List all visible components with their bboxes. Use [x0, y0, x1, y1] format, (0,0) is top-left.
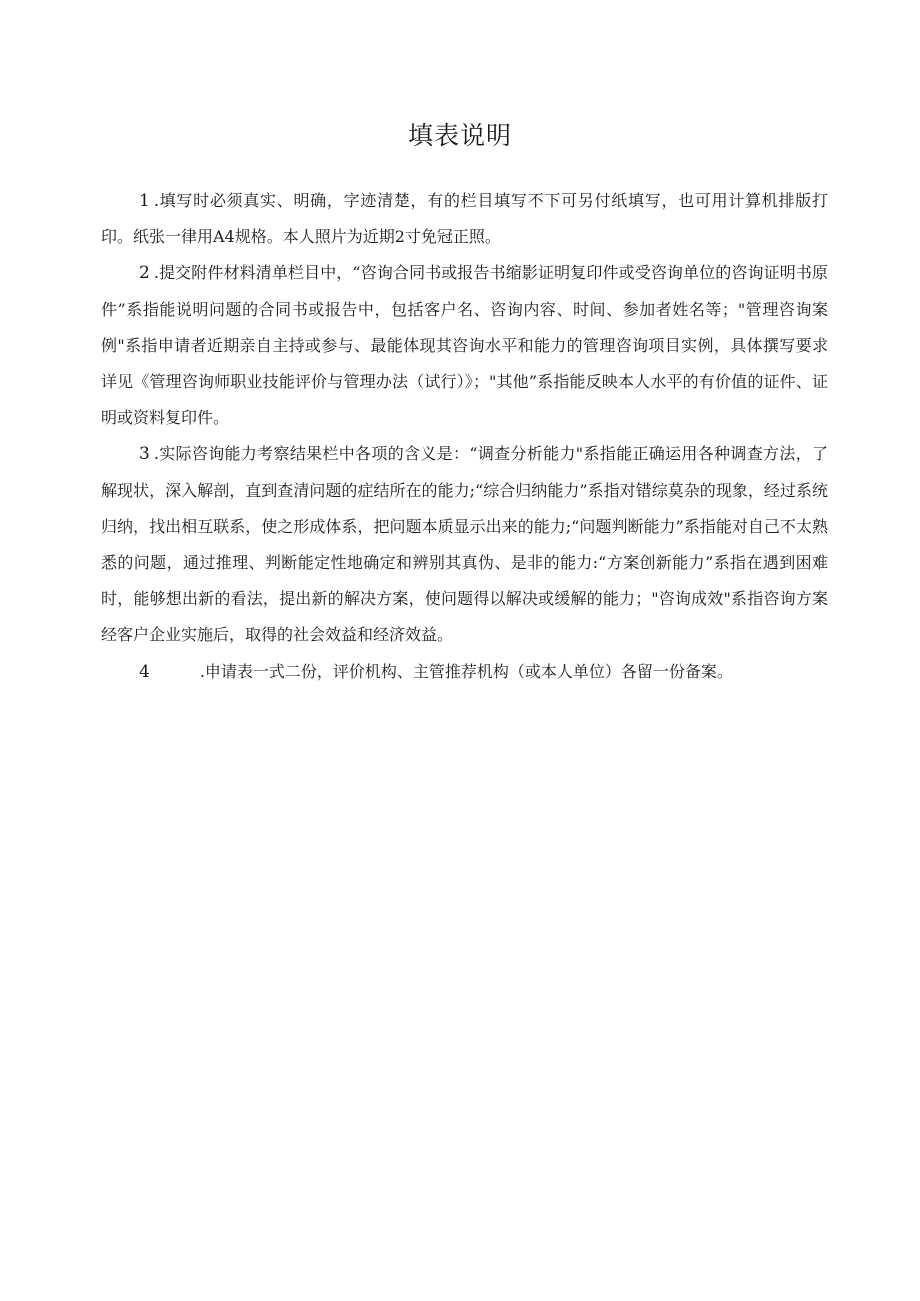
instructions-body [101, 183, 828, 690]
page-title: 填表说明 [407, 121, 512, 150]
instruction-item-2 [101, 255, 828, 436]
instruction-item-1 [101, 183, 828, 255]
item-number: 4 [139, 661, 150, 682]
item-number: 2 [139, 263, 150, 284]
item-number: 1 [139, 191, 150, 211]
item-text: .实际咨询能力考察结果栏中各项的含义是：“调查分析能力"系指能正确运用各种调查方法，了解现状，深入解剖，直到查清问题的症结所在的能力;“综合归纳能力”系指对错综莫杂的现象，经过系统归纳，找出相互联系，使之形成体系，把问题本质显示出来的能力;“问题判断能力”系指能对自己不太熟悉的问题，通过推理、判断能定性地确定和辨别其真伪、是非的能力:“方案创新能力”系指在遇到困难时，能够想出新的看法，提出新的解决方案，使问题得以解决或缓解的能力；"咨询成效"系指咨询方案经客户企业实施后，取得的社会效益和经济效益。 [101, 444, 828, 645]
item-text: .填写时必须真实、明确，字迹清楚，有的栏目填写不下可另付纸填写，也可用计算机排版打印。纸张一律用A4规格。本人照片为近期2寸免冠正照。 [101, 191, 828, 247]
item-text: .提交附件材料清单栏目中，“咨询合同书或报告书缩影证明复印件或受咨询单位的咨询证明书原件”系指能说明问题的合同书或报告中，包括客户名、咨询内容、时间、参加者姓名等；"管理咨询案例"系指申请者近期亲自主持或参与、最能体现其咨询水平和能力的管理咨询项目实例，具体撰写要求详见《管理咨询师职业技能评价与管理办法（试行）》；"其他”系指能反映本人水平的有价值的证件、证明或资料复印件。 [101, 263, 828, 428]
instruction-item-3 [101, 436, 828, 653]
instruction-item-4 [101, 654, 828, 690]
item-text: .申请表一式二份，评价机构、主管推荐机构（或本人单位）各留一份备案。 [199, 661, 733, 681]
item-number: 3 [139, 444, 150, 465]
